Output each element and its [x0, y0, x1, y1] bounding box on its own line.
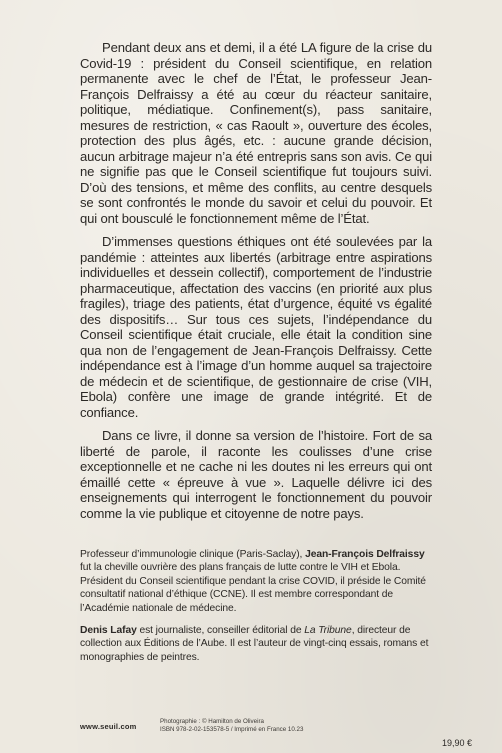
- price-label: 19,90 €: [441, 738, 472, 748]
- coauthor-bio-text-before: est journaliste, conseiller éditorial de: [136, 625, 305, 637]
- coauthor-bio-text-after: , directeur de collection aux Éditions de l’Aube. Il est l’auteur de vingt-cinq essais, romans et monographies de peintres.: [80, 625, 429, 663]
- author-bio-text: fut la cheville ouvrière des plans français de lutte contre le VIH et Ebola. Président du Conseil scientifique pendant la crise COVID, il préside le Comité consultatif national d’éthique (CCNE). Il est membre correspondant de l’Académie nationale de médecine.: [80, 562, 426, 614]
- isbn-line: ISBN 978-2-02-153578-5 / Imprimé en France 10.23: [160, 726, 304, 734]
- photo-credit: Photographie : © Hamilton de Oliveira: [160, 718, 264, 725]
- back-cover-footer: [80, 716, 480, 746]
- coauthor-bio: [80, 624, 432, 664]
- author-name: Jean-François Delfraissy: [305, 549, 425, 560]
- coauthor-name: Denis Lafay: [80, 625, 137, 637]
- blurb-paragraph-3: Dans ce livre, il donne sa version de l’histoire. Fort de sa liberté de parole, il raconte les coulisses d’une crise exceptionnelle et ne cache ni les doutes ni les erreurs qui ont émaillé cette « épreuve à vue ». Laquelle délivre ici des enseignements qui interrogent le fonctionnement du pouvoir comme la vie publique et citoyenne de notre pays.: [80, 428, 432, 521]
- credits-block: [160, 718, 303, 735]
- publisher-website: www.seuil.com: [80, 722, 137, 731]
- publication-name: La Tribune: [304, 625, 352, 637]
- author-bio: [80, 548, 432, 615]
- blurb-paragraph-2: D’immenses questions éthiques ont été soulevées par la pandémie : atteintes aux libertés (arbitrage entre aspirations individuelles et dessein collectif), comportement de l’industrie pharmaceutique, affectation des vaccins (en priorité aux plus fragiles), triage des patients, état d’urgence, équité vs égalité des dispositifs… Sur tous ces sujets, l’indépendance du Conseil scientifique était cruciale, elle était la condition sine qua non de l’engagement de Jean-François Delfraissy. Cette indépendance est à l’image d’un homme auquel sa trajectoire de médecin et de scientifique, de gestionnaire de crise (VIH, Ebola) confère une image de grande intégrité. Et de confiance.: [80, 234, 432, 420]
- blurb-paragraph-1: Pendant deux ans et demi, il a été LA figure de la crise du Covid-19 : président du Conseil scientifique, en relation permanente avec le chef de l’État, le professeur Jean-François Delfraissy a été au cœur du réacteur sanitaire, politique, médiatique. Confinement(s), pass sanitaire, mesures de restriction, « cas Raoult », ouverture des écoles, protection des plus âgés, etc. : aucune grande décision, aucun arbitrage majeur n’a été entrepris sans son avis. Ce qui ne signifie pas que le Conseil scientifique fut toujours suivi. D’où des tensions, et même des conflits, au centre desquels se sont confrontés le monde du savoir et celui du pouvoir. Et qui ont bousculé le fonctionnement même de l’État.: [80, 40, 432, 226]
- author-bios: [80, 548, 432, 673]
- back-cover-blurb: [80, 40, 432, 521]
- author-bio-prefix: Professeur d’immunologie clinique (Paris-Saclay),: [80, 549, 306, 560]
